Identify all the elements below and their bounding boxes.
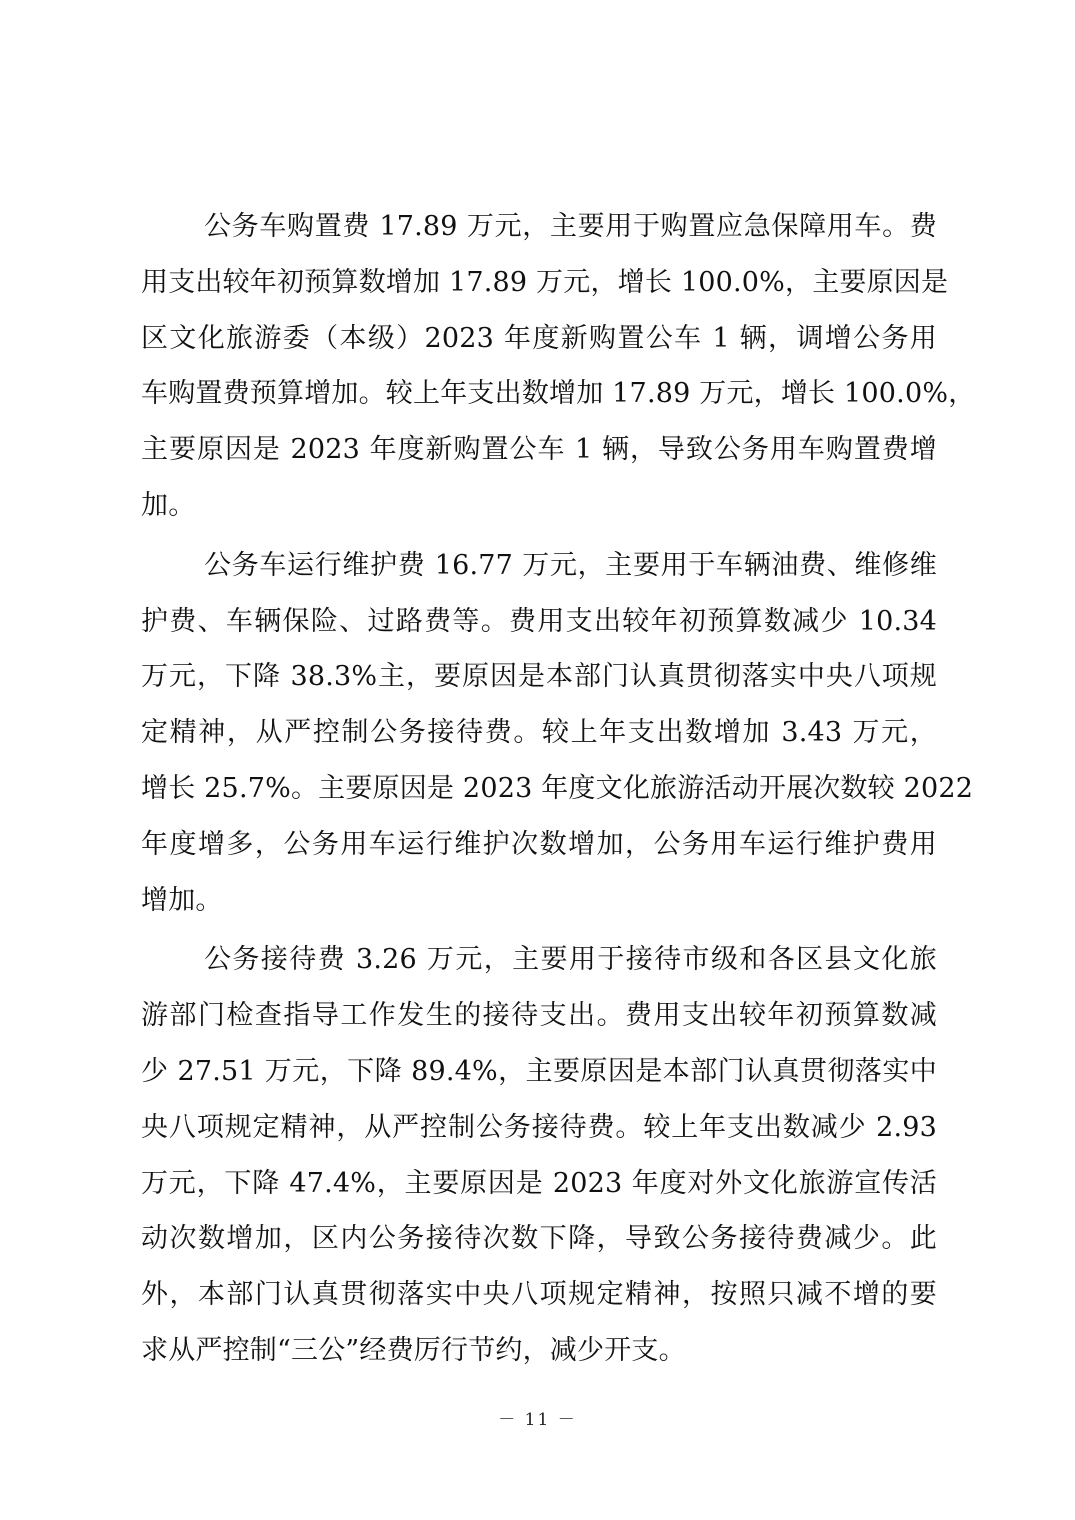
paragraph-2-line-5: 增长 25.7%。主要原因是 2023 年度文化旅游活动开展次数较 2022 <box>141 772 974 804</box>
paragraph-3-line-3: 少 27.51 万元，下降 89.4%，主要原因是本部门认真贯彻落实中 <box>141 1055 937 1087</box>
paragraph-3-line-5: 万元，下降 47.4%，主要原因是 2023 年度对外文化旅游宣传活 <box>141 1167 937 1199</box>
paragraph-3-line-2: 游部门检查指导工作发生的接待支出。费用支出较年初预算数减 <box>141 1000 937 1032</box>
paragraph-3-line-8: 求从严控制“三公”经费厉行节约，减少开支。 <box>141 1334 686 1366</box>
paragraph-2-line-2: 护费、车辆保险、过路费等。费用支出较年初预算数减少 10.34 <box>141 605 937 637</box>
page-number: － 11 － <box>498 1410 577 1430</box>
paragraph-2-line-7: 增加。 <box>141 884 223 916</box>
paragraph-1-line-5: 主要原因是 2023 年度新购置公车 1 辆，导致公务用车购置费增 <box>141 434 937 466</box>
paragraph-2-line-3: 万元，下降 38.3%主，要原因是本部门认真贯彻落实中央八项规 <box>141 661 937 693</box>
paragraph-3-line-4: 央八项规定精神，从严控制公务接待费。较上年支出数减少 2.93 <box>141 1111 937 1143</box>
paragraph-1-line-6: 加。 <box>141 489 196 521</box>
paragraph-1-line-1: 公务车购置费 17.89 万元，主要用于购置应急保障用车。费 <box>204 211 937 242</box>
paragraph-3-line-7: 外，本部门认真贯彻落实中央八项规定精神，按照只减不增的要 <box>141 1279 937 1311</box>
paragraph-1-line-2: 用支出较年初预算数增加 17.89 万元，增长 100.0%，主要原因是 <box>141 266 949 298</box>
paragraph-2-line-1: 公务车运行维护费 16.77 万元，主要用于车辆油费、维修维 <box>204 549 937 581</box>
paragraph-2-line-4: 定精神，从严控制公务接待费。较上年支出数增加 3.43 万元， <box>141 717 937 749</box>
paragraph-2-line-6: 年度增多，公务用车运行维护次数增加，公务用车运行维护费用 <box>141 828 937 860</box>
document-body <box>141 199 976 1379</box>
paragraph-3-line-1: 公务接待费 3.26 万元，主要用于接待市级和各区县文化旅 <box>204 944 937 976</box>
paragraph-1-line-3: 区文化旅游委（本级）2023 年度新购置公车 1 辆，调增公务用 <box>141 322 937 354</box>
paragraph-3-line-6: 动次数增加，区内公务接待次数下降，导致公务接待费减少。此 <box>141 1223 937 1255</box>
paragraph-1-line-4: 车购置费预算增加。较上年支出数增加 17.89 万元，增长 100.0%， <box>141 378 976 410</box>
